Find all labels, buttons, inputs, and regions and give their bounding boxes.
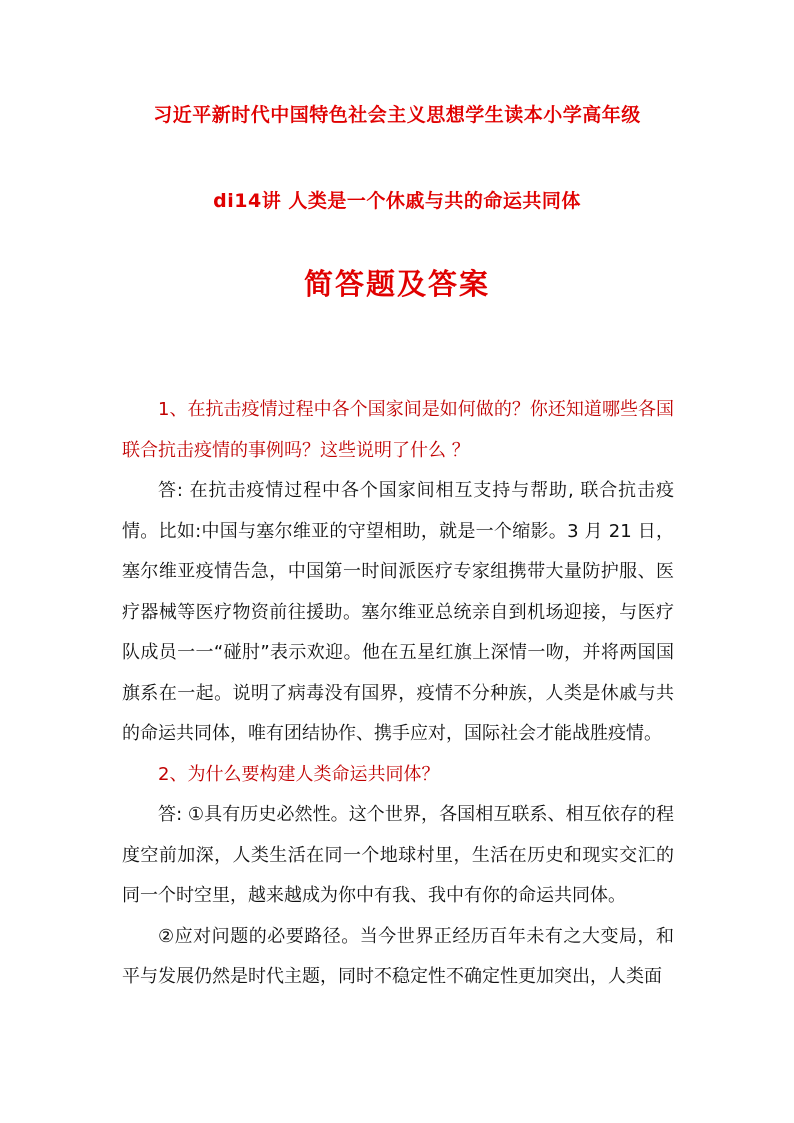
answer-2-paragraph-2: ②应对问题的必要路径。当今世界正经历百年未有之大变局，和平与发展仍然是时代主题，同时不稳定性不确定性更加突出，人类面 [122,925,674,987]
book-title: 习近平新时代中国特色社会主义思想学生读本小学高年级 [153,104,641,126]
document-body [122,390,674,998]
lecture-title: di14讲 人类是一个休戚与共的命运共同体 [213,190,581,212]
question-1: 1、在抗击疫情过程中各个国家间是如何做的？你还知道哪些各国联合抗击疫情的事例吗？这些说明了什么 ？ [122,399,674,461]
answer-1: 答: 在抗击疫情过程中各个国家间相互支持与帮助, 联合抗击疫情。比如:中国与塞尔维亚的守望相助，就是一个缩影。3 月 21 日，塞尔维亚疫情告急，中国第一时间派医疗专家组携带大量防护服、医疗器械等医疗物资前往援助。塞尔维亚总统亲自到机场迎接，与医疗队成员一一“碰肘”表示欢迎。他在五星红旗上深情一吻，并将两国国旗系在一起。说明了病毒没有国界，疫情不分种族，人类是休戚与共的命运共同体，唯有团结协作、携手应对，国际社会才能战胜疫情。 [122,480,674,744]
section-title: 简答题及答案 [303,267,490,301]
question-2: 2、为什么要构建人类命运共同体？ [158,763,440,785]
answer-2-paragraph-1: 答: ①具有历史必然性。这个世界，各国相互联系、相互依存的程度空前加深，人类生活在同一个地球村里，生活在历史和现实交汇的同一个时空里，越来越成为你中有我、我中有你的命运共同体。 [122,804,674,906]
